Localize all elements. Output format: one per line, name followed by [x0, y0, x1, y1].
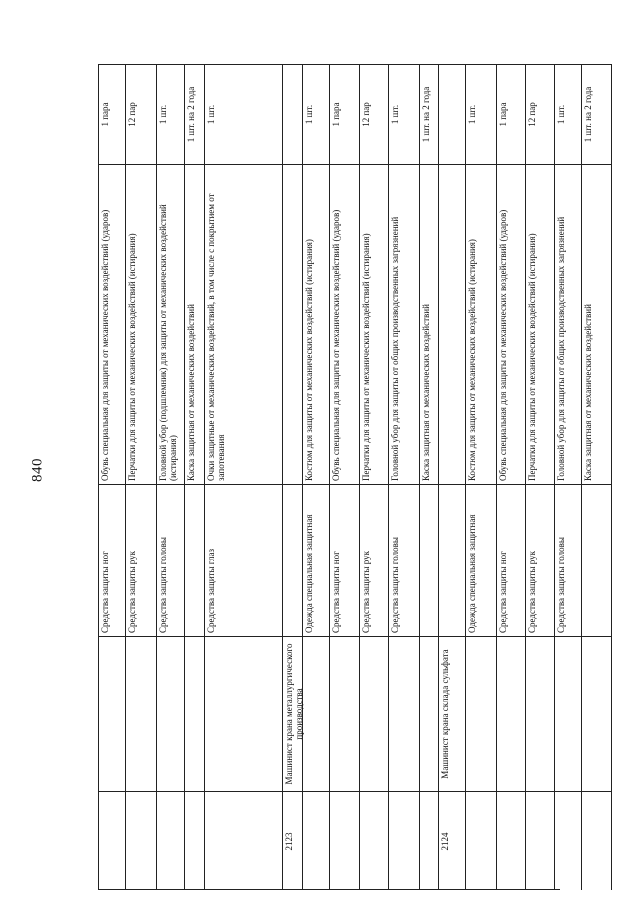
- row-category: [420, 484, 439, 636]
- row-profession: [389, 636, 420, 791]
- row-category: Средства защиты рук: [526, 484, 555, 636]
- row-code: [555, 791, 582, 891]
- row-profession: [185, 636, 205, 791]
- row-norm: 1 пара: [100, 102, 110, 127]
- row-profession: [582, 636, 612, 791]
- table-row: [99, 64, 126, 890]
- row-category: Средства защиты ног: [330, 484, 360, 636]
- row-item: Очки защитные от механических воздействий, в том числе с покрытием от запотевания: [205, 164, 283, 484]
- row-profession: [420, 636, 439, 791]
- row-code: 2124: [439, 791, 466, 891]
- row-code: [389, 791, 420, 891]
- table-row: [526, 64, 555, 890]
- table-row: [157, 64, 185, 890]
- row-norm: 1 пара: [331, 102, 341, 127]
- row-category: Средства защиты рук: [360, 484, 389, 636]
- row-norm: 1 шт.: [158, 104, 168, 125]
- row-norm: 1 шт. на 2 года: [421, 86, 431, 143]
- row-norm: 12 пар: [527, 102, 537, 127]
- row-item: Головной убор для защиты от общих производственных загрязнений: [555, 164, 582, 484]
- row-item: Костюм для защиты от механических воздействий (истирания): [466, 164, 497, 484]
- row-profession: [330, 636, 360, 791]
- row-profession: [360, 636, 389, 791]
- row-code: [126, 791, 157, 891]
- ppe-norms-table: [98, 64, 593, 890]
- row-item: Головной убор для защиты от общих производственных загрязнений: [389, 164, 420, 484]
- row-profession: [205, 636, 283, 791]
- row-category: Средства защиты ног: [99, 484, 126, 636]
- row-code: [99, 791, 126, 891]
- row-item: Каска защитная от механических воздействий: [582, 164, 612, 484]
- row-category: [185, 484, 205, 636]
- row-norm: 1 шт.: [206, 104, 216, 125]
- row-code: [497, 791, 526, 891]
- row-norm: 1 пара: [498, 102, 508, 127]
- table-row: [497, 64, 526, 890]
- table-row: [205, 64, 283, 890]
- row-profession: Машинист крана склада сульфата: [439, 636, 466, 791]
- row-profession: [157, 636, 185, 791]
- row-item: Каска защитная от механических воздействий: [420, 164, 439, 484]
- row-norm: 12 пар: [127, 102, 137, 127]
- row-norm: 1 шт. на 2 года: [186, 86, 196, 143]
- row-profession: [497, 636, 526, 791]
- row-item: Обувь специальная для защиты от механических воздействий (ударов): [99, 164, 126, 484]
- row-code: [420, 791, 439, 891]
- row-category: Средства защиты ног: [497, 484, 526, 636]
- row-code: [582, 791, 612, 891]
- row-category: [439, 484, 466, 636]
- table-row: [555, 64, 582, 890]
- row-category: Одежда специальная защитная: [303, 484, 330, 636]
- table-row: [330, 64, 360, 890]
- row-norm: 1 шт.: [556, 104, 566, 125]
- row-profession: [555, 636, 582, 791]
- row-code: [330, 791, 360, 891]
- row-code: [205, 791, 283, 891]
- row-category: Средства защиты рук: [126, 484, 157, 636]
- row-profession: [126, 636, 157, 791]
- row-code: [157, 791, 185, 891]
- row-item: Каска защитная от механических воздействий: [185, 164, 205, 484]
- row-item: Обувь специальная для защиты от механических воздействий (ударов): [330, 164, 360, 484]
- row-norm: [283, 65, 303, 164]
- table-row: [439, 64, 466, 890]
- row-category: Средства защиты головы: [157, 484, 185, 636]
- table-row: [185, 64, 205, 890]
- row-profession: Машинист крана металлургического производства: [283, 636, 303, 791]
- row-category: Средства защиты головы: [555, 484, 582, 636]
- row-item: [283, 164, 303, 484]
- row-code: [360, 791, 389, 891]
- row-norm: 1 шт. на 2 года: [583, 86, 593, 143]
- row-category: [283, 484, 303, 636]
- row-item: Обувь специальная для защиты от механических воздействий (ударов): [497, 164, 526, 484]
- row-norm: 1 шт.: [390, 104, 400, 125]
- row-profession: [303, 636, 330, 791]
- row-item: Перчатки для защиты от механических воздействий (истирания): [360, 164, 389, 484]
- row-norm: 1 шт.: [467, 104, 477, 125]
- table-row: [360, 64, 389, 890]
- row-category: Средства защиты глаз: [205, 484, 283, 636]
- table-row: [420, 64, 439, 890]
- row-norm: [439, 65, 466, 164]
- row-category: [582, 484, 612, 636]
- row-code: [526, 791, 555, 891]
- row-item: [439, 164, 466, 484]
- table-row: [582, 64, 612, 890]
- row-item: Перчатки для защиты от механических воздействий (истирания): [126, 164, 157, 484]
- row-category: Одежда специальная защитная: [466, 484, 497, 636]
- table-row: [126, 64, 157, 890]
- row-item: Перчатки для защиты от механических воздействий (истирания): [526, 164, 555, 484]
- table-row: [466, 64, 497, 890]
- table-row: [303, 64, 330, 890]
- row-norm: 12 пар: [361, 102, 371, 127]
- row-profession: [466, 636, 497, 791]
- page-number: 840: [29, 458, 46, 482]
- table-row: [389, 64, 420, 890]
- row-code: 2123: [283, 791, 303, 891]
- row-code: [303, 791, 330, 891]
- row-code: [185, 791, 205, 891]
- row-item: Головной убор (подшлемник) для защиты от механических воздействий (истирания): [157, 164, 185, 484]
- table-row: [283, 64, 303, 890]
- row-category: Средства защиты головы: [389, 484, 420, 636]
- row-profession: [99, 636, 126, 791]
- row-norm: 1 шт.: [304, 104, 314, 125]
- row-item: Костюм для защиты от механических воздействий (истирания): [303, 164, 330, 484]
- row-profession: [526, 636, 555, 791]
- row-code: [466, 791, 497, 891]
